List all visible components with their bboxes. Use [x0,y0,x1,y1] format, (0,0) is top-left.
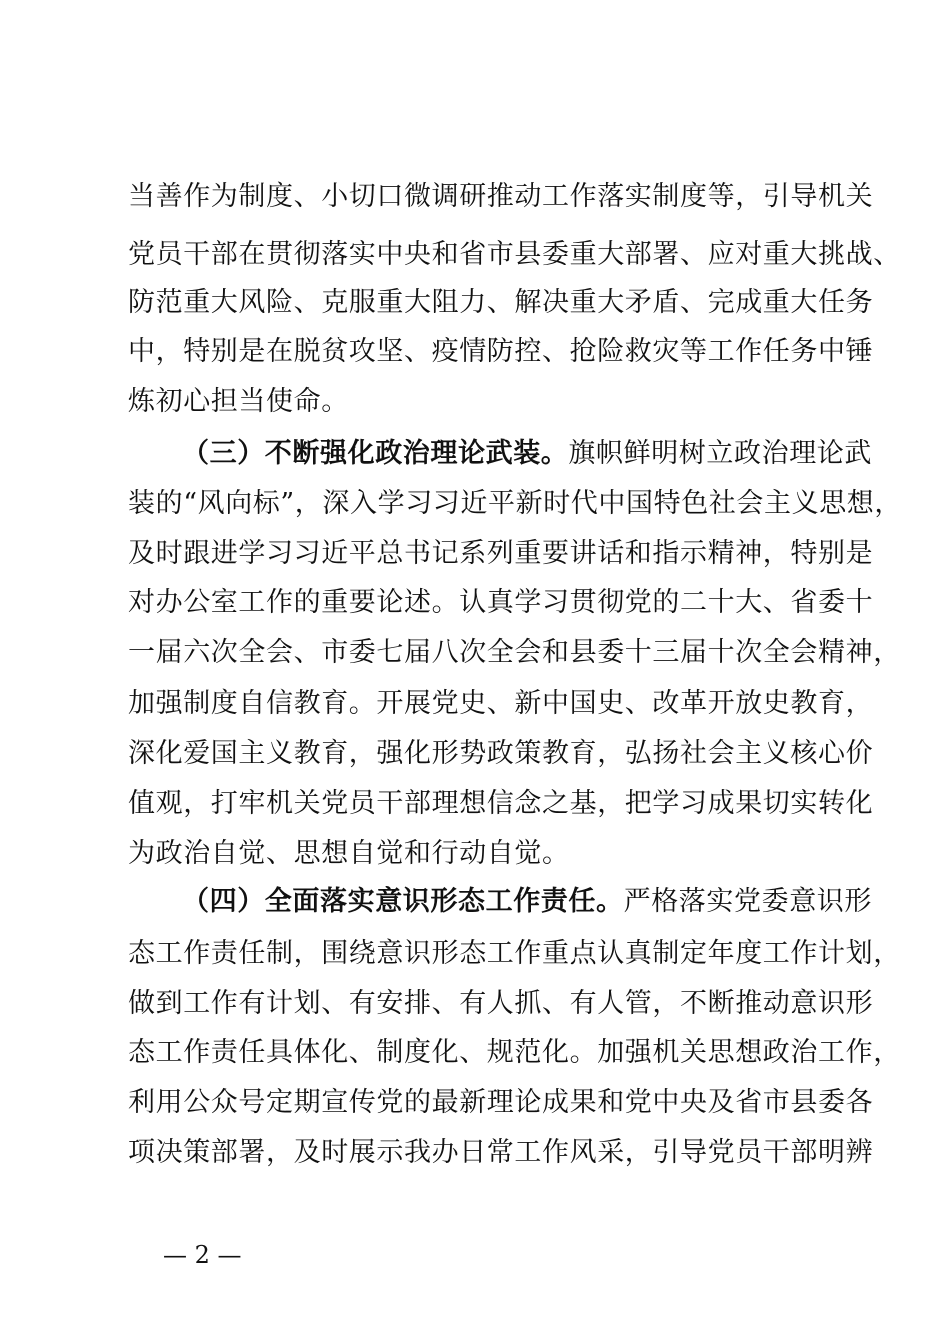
paragraph-2-first-line-text: 旗帜鲜明树立政治理论武 [568,438,873,469]
paragraph-2-line-9: 为政治自觉、思想自觉和行动自觉。 [128,838,570,869]
paragraph-2-line-2: 装的“风向标”，深入学习习近平新时代中国特色社会主义思想， [128,488,903,519]
page-number: — 2 — [163,1241,242,1269]
paragraph-3-line-3: 做到工作有计划、有安排、有人抓、有人管，不断推动意识形 [128,988,874,1019]
paragraph-3-line-1 [182,884,872,919]
paragraph-1-line-3: 防范重大风险、克服重大阻力、解决重大矛盾、完成重大任务 [128,287,874,318]
paragraph-2-line-7: 深化爱国主义教育，强化形势政策教育，弘扬社会主义核心价 [128,738,874,769]
paragraph-2-line-6: 加强制度自信教育。开展党史、新中国史、改革开放史教育， [128,688,874,719]
paragraph-3-line-2: 态工作责任制，围绕意识形态工作重点认真制定年度工作计划， [128,938,901,969]
paragraph-1-line-1: 当善作为制度、小切口微调研推动工作落实制度等，引导机关 [128,181,874,212]
paragraph-1-line-4: 中，特别是在脱贫攻坚、疫情防控、抢险救灾等工作任务中锤 [128,336,874,367]
paragraph-2-line-8: 值观，打牢机关党员干部理想信念之基，把学习成果切实转化 [128,788,874,819]
paragraph-3-line-5: 利用公众号定期宣传党的最新理论成果和党中央及省市县委各 [128,1087,874,1118]
paragraph-1-line-5: 炼初心担当使命。 [128,386,349,417]
paragraph-2-line-5: 一届六次全会、市委七届八次全会和县委十三届十次全会精神， [128,637,901,668]
paragraph-2-line-3: 及时跟进学习习近平总书记系列重要讲话和指示精神，特别是 [128,538,874,569]
paragraph-3-line-4: 态工作责任具体化、制度化、规范化。加强机关思想政治工作， [128,1037,901,1068]
paragraph-2-line-4: 对办公室工作的重要论述。认真学习贯彻党的二十大、省委十 [128,587,874,618]
section-heading-4: （四）全面落实意识形态工作责任。 [182,886,624,917]
section-heading-3: （三）不断强化政治理论武装。 [182,438,569,469]
paragraph-3-line-6: 项决策部署，及时展示我办日常工作风采，引导党员干部明辨 [128,1137,874,1168]
paragraph-3-first-line-text: 严格落实党委意识形 [623,886,873,917]
paragraph-1-line-2: 党员干部在贯彻落实中央和省市县委重大部署、应对重大挑战、 [128,239,901,270]
paragraph-2-line-1 [182,436,872,471]
